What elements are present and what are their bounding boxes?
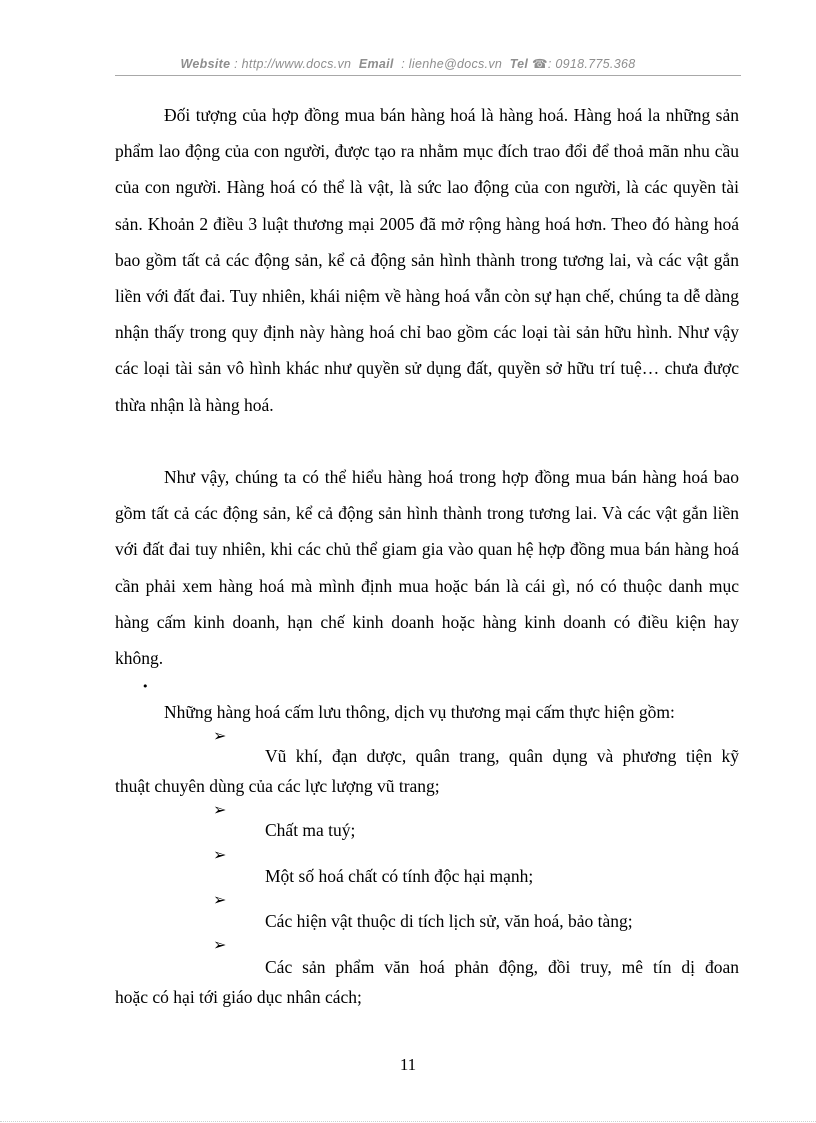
arrow-bullet-icon: ➢: [213, 890, 227, 909]
list-intro: Những hàng hoá cấm lưu thông, dịch vụ thương mại cấm thực hiện gồm:: [164, 702, 675, 722]
arrow-bullet-icon: ➢: [213, 800, 227, 819]
list-item-3: Một số hoá chất có tính độc hại mạnh;: [265, 866, 534, 886]
list-item-5-line-1: Các sản phẩm văn hoá phản động, đồi truy, mê tín dị đoan: [265, 957, 739, 977]
tel-value: : 0918.775.368: [547, 57, 636, 71]
footer-divider: [0, 1121, 816, 1122]
arrow-bullet-icon: ➢: [213, 845, 227, 864]
website-label: Website: [180, 57, 231, 71]
list-item-1-line-2: thuật chuyên dùng của các lực lượng vũ trang;: [115, 776, 440, 796]
page-header: [0, 56, 816, 71]
page-number: 11: [399, 1055, 417, 1074]
list-item-4: Các hiện vật thuộc di tích lịch sử, văn hoá, bảo tàng;: [265, 911, 633, 931]
tel-label: Tel: [509, 57, 529, 71]
list-item-1-line-1: Vũ khí, đạn dược, quân trang, quân dụng và phương tiện kỹ: [265, 746, 739, 766]
list-item-2: Chất ma tuý;: [265, 820, 356, 840]
email-value: : lienhe@docs.vn: [401, 57, 503, 71]
paragraph-1: Đối tượng của hợp đồng mua bán hàng hoá là hàng hoá. Hàng hoá la những sản phẩm lao động của con người, được tạo ra nhằm mục đích trao đổi để thoả mãn nhu cầu của con người. Hàng hoá có thể là vật, là sức lao động của con người, là các quyền tài sản. Khoản 2 điều 3 luật thương mại 2005 đã mở rộng hàng hoá hơn. Theo đó hàng hoá bao gồm tất cả các động sản, kể cả động sản hình thành trong tương lai, và các vật gắn liền với đất đai. Tuy nhiên, khái niệm về hàng hoá vẫn còn sự hạn chế, chúng ta dễ dàng nhận thấy trong quy định này hàng hoá chỉ bao gồm các loại tài sản hữu hình. Như vậy các loại tài sản vô hình khác như quyền sử dụng đất, quyền sở hữu trí tuệ… chưa được thừa nhận là hàng hoá.: [115, 105, 739, 415]
arrow-bullet-icon: ➢: [213, 935, 227, 954]
header-divider: [115, 75, 741, 76]
paragraph-2: Như vậy, chúng ta có thể hiểu hàng hoá trong hợp đồng mua bán hàng hoá bao gồm tất cả các động sản, kể cả động sản hình thành trong tương lai. Và các vật gắn liền với đất đai tuy nhiên, khi các chủ thể giam gia vào quan hệ hợp đồng mua bán hàng hoá cần phải xem hàng hoá mà mình định mua hoặc bán là cái gì, nó có thuộc danh mục hàng cấm kinh doanh, hạn chế kinh doanh hoặc hàng kinh doanh có điều kiện hay không.: [115, 467, 739, 669]
phone-icon: ☎: [531, 57, 548, 71]
arrow-bullet-icon: ➢: [213, 726, 227, 745]
website-value: : http://www.docs.vn: [234, 57, 352, 71]
bullet-mark: •: [142, 680, 149, 693]
list-item-5-line-2: hoặc có hại tới giáo dục nhân cách;: [115, 987, 362, 1007]
email-label: Email: [358, 57, 394, 71]
